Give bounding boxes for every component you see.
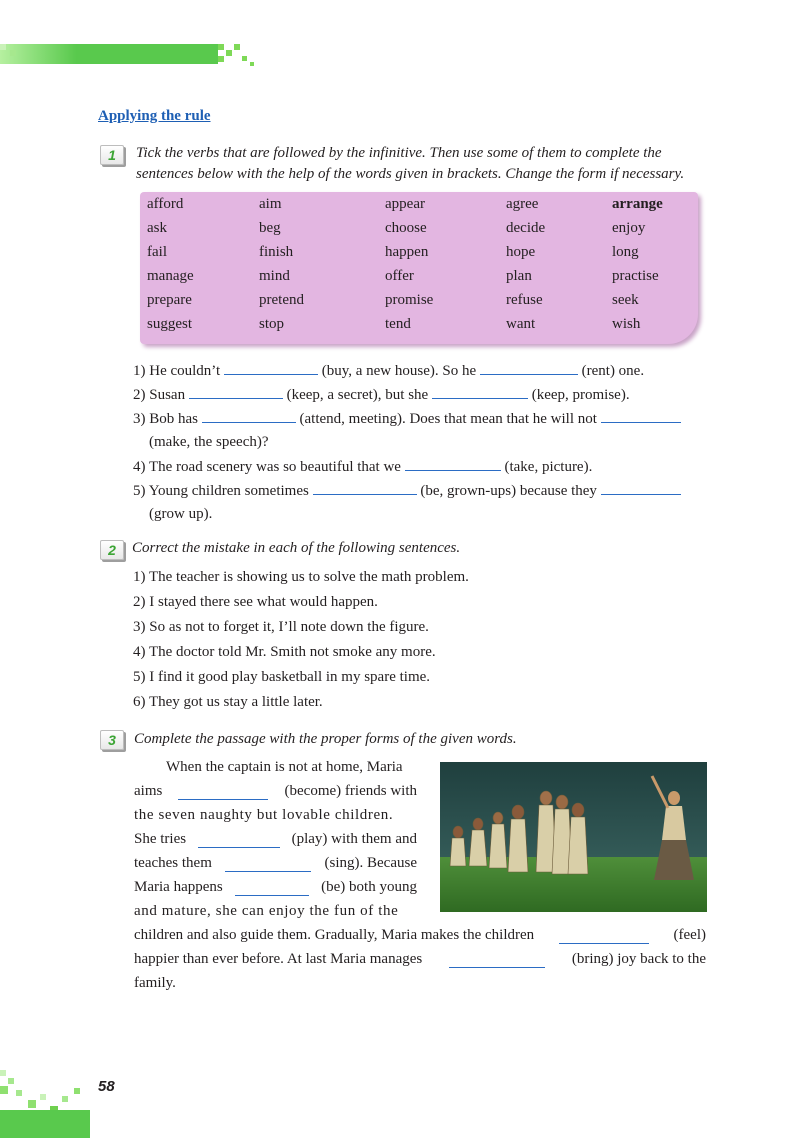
verb: seek: [612, 292, 639, 308]
answer-blank[interactable]: [225, 859, 311, 872]
passage-line: children and also guide them. Gradually, Maria makes the children (feel): [134, 927, 706, 943]
ex2-sentence: 3) So as not to forget it, I’ll note down the figure.: [133, 619, 429, 635]
verb: hope: [506, 244, 536, 260]
verb: fail: [147, 244, 167, 260]
answer-blank[interactable]: [178, 787, 268, 800]
verb: practise: [612, 268, 659, 284]
ex1-sentence-3: 3) Bob has (attend, meeting). Does that mean that he will not: [133, 410, 681, 428]
verb: arrange: [612, 196, 663, 212]
verb: promise: [385, 292, 434, 308]
passage-line: aims (become) friends with: [134, 783, 417, 799]
ex1-sentence-5-cont: (grow up).: [149, 506, 213, 522]
passage-line: When the captain is not at home, Maria: [166, 759, 403, 775]
verb: enjoy: [612, 220, 646, 236]
verb: finish: [259, 244, 294, 260]
verb: long: [612, 244, 639, 260]
verb: pretend: [259, 292, 304, 308]
page-number: 58: [98, 1078, 115, 1095]
verb: refuse: [506, 292, 543, 308]
verb: mind: [259, 268, 290, 284]
passage-line: the seven naughty but lovable children.: [134, 807, 394, 823]
verb: aim: [259, 196, 282, 212]
answer-blank[interactable]: [313, 482, 417, 495]
verb: agree: [506, 196, 539, 212]
verb: happen: [385, 244, 429, 260]
verb: wish: [612, 316, 641, 332]
exercise-number-1: 1: [100, 145, 124, 165]
ex1-sentence-1: 1) He couldn’t (buy, a new house). So he (rent) one.: [133, 363, 645, 379]
passage-line: happier than ever before. At last Maria manages (bring) joy back to the: [134, 951, 706, 967]
ex2-sentence: 5) I find it good play basketball in my spare time.: [133, 669, 431, 685]
verb: manage: [147, 268, 194, 284]
verb: want: [506, 316, 536, 332]
verb: suggest: [147, 316, 192, 332]
passage-line: Maria happens (be) both young: [134, 879, 417, 895]
verb: prepare: [147, 292, 192, 308]
answer-blank[interactable]: [449, 955, 545, 968]
ex1-sentence-4: 4) The road scenery was so beautiful that we (take, picture).: [133, 459, 593, 475]
ex2-sentence: 2) I stayed there see what would happen.: [133, 594, 378, 610]
verb: stop: [259, 316, 285, 332]
answer-blank[interactable]: [189, 386, 283, 399]
answer-blank[interactable]: [198, 835, 280, 848]
answer-blank[interactable]: [202, 410, 296, 423]
passage-line: She tries (play) with them and: [134, 831, 417, 847]
exercise-2-instruction: Correct the mistake in each of the following sentences.: [132, 540, 461, 556]
answer-blank[interactable]: [601, 410, 681, 423]
passage-line: and mature, she can enjoy the fun of the: [134, 903, 399, 919]
answer-blank[interactable]: [405, 458, 501, 471]
ex1-sentence-2: 2) Susan (keep, a secret), but she (keep, promise).: [133, 387, 630, 403]
ex1-sentence-5: 5) Young children sometimes (be, grown-ups) because they: [133, 482, 681, 500]
exercise-number-2: 2: [100, 540, 124, 560]
verb: choose: [385, 220, 427, 236]
exercise-1-instruction-line2: sentences below with the help of the words given in brackets. Change the form if necessary.: [136, 166, 685, 182]
exercise-1-instruction-line1: Tick the verbs that are followed by the infinitive. Then use some of them to complete the: [136, 145, 662, 161]
answer-blank[interactable]: [235, 883, 309, 896]
verb: beg: [259, 220, 281, 236]
exercise-number-3: 3: [100, 730, 124, 750]
ex1-sentence-3-cont: (make, the speech)?: [149, 434, 269, 450]
exercise-3-instruction: Complete the passage with the proper forms of the given words.: [134, 731, 517, 747]
answer-blank[interactable]: [559, 931, 649, 944]
verb: ask: [147, 220, 167, 236]
answer-blank[interactable]: [480, 362, 578, 375]
verb: plan: [506, 268, 532, 284]
answer-blank[interactable]: [601, 482, 681, 495]
verb: decide: [506, 220, 546, 236]
verb: offer: [385, 268, 414, 284]
section-heading: Applying the rule: [98, 108, 211, 124]
answer-blank[interactable]: [432, 386, 528, 399]
ex2-sentence: 4) The doctor told Mr. Smith not smoke any more.: [133, 644, 436, 660]
ex2-sentence: 1) The teacher is showing us to solve the math problem.: [133, 569, 469, 585]
maria-and-children-photo: [440, 762, 707, 912]
ex2-sentence: 6) They got us stay a little later.: [133, 694, 323, 710]
verb: tend: [385, 316, 411, 332]
answer-blank[interactable]: [224, 362, 318, 375]
verb: afford: [147, 196, 184, 212]
passage-line: teaches them (sing). Because: [134, 855, 417, 871]
passage-line: family.: [134, 975, 176, 991]
verb: appear: [385, 196, 425, 212]
